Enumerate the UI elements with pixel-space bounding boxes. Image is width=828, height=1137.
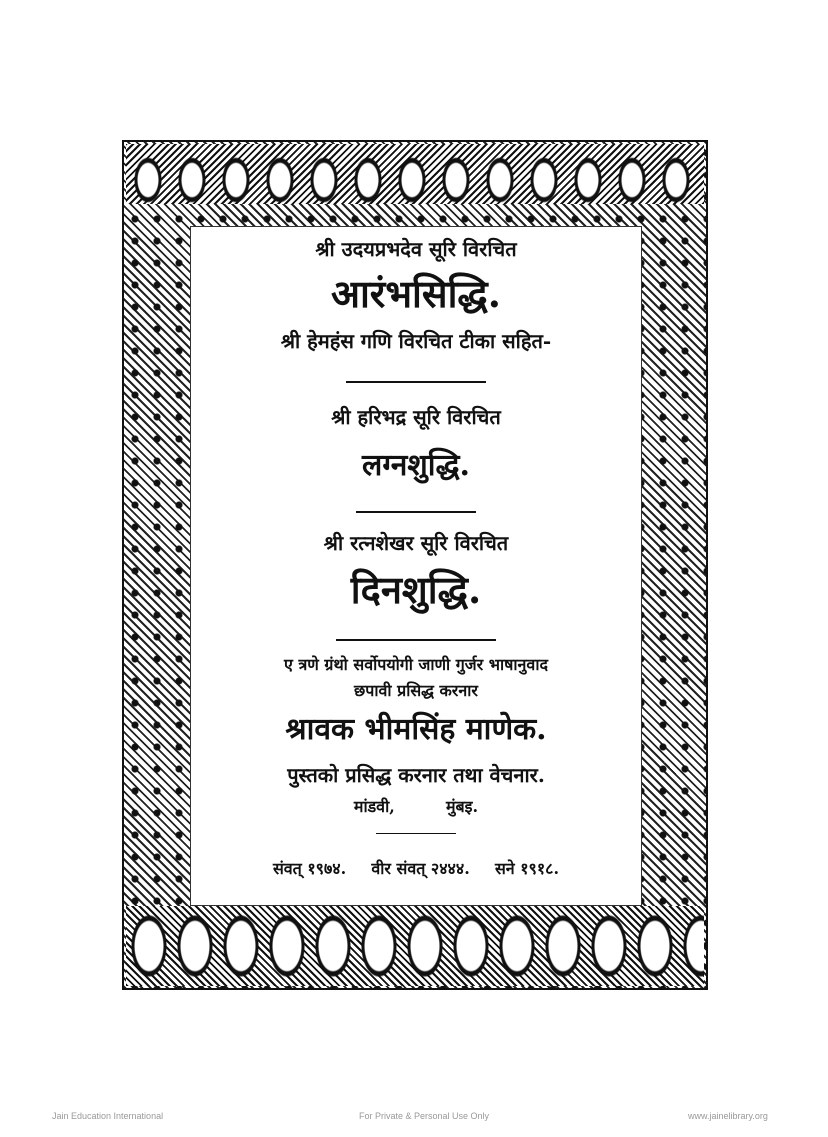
author-line-1: श्री उदयप्रभदेव सूरि विरचित [315,237,517,261]
vir-samvat-date: वीर संवत् २४४४. [371,859,470,878]
samvat-date: संवत् १९७४. [272,859,347,878]
place-line [191,795,641,817]
commentary-line: श्री हेमहंस गणि विरचित टीका सहित- [280,329,552,353]
place-mandvi: मांडवी, [353,797,395,816]
author-line-2: श्री हरिभद्र सूरि विरचित [331,405,501,429]
divider [336,639,496,641]
date-line [191,857,641,879]
divider [346,381,486,383]
publisher-role: पुस्तको प्रसिद्ध करनार तथा वेचनार. [287,763,545,787]
book-title-2: लग्नशुद्धि. [361,448,470,483]
ce-date: सने १९१८. [494,859,560,878]
divider [356,511,476,513]
footer-center: For Private & Personal Use Only [359,1111,490,1121]
publisher-name: श्रावक भीमसिंह माणेक. [285,712,547,747]
decorative-border [122,140,708,990]
author-line-3: श्री रत्नशेखर सूरि विरचित [323,531,509,555]
divider [376,833,456,834]
top-ornament-band [126,144,704,204]
footer-left: Jain Education International [52,1111,164,1121]
title-panel [190,226,642,906]
publication-note: छपावी प्रसिद्ध करनार [354,681,478,700]
footer-right: www.jainelibrary.org [688,1111,768,1121]
book-title-3: दिनशुद्धि. [350,567,482,612]
bottom-ornament-band [126,906,704,986]
place-mumbai: मुंबइ. [445,797,479,816]
translation-note: ए त्रणे ग्रंथो सर्वोपयोगी जाणी गुर्जर भाषानुवाद [284,655,548,674]
book-title-1: आरंभसिद्धि. [330,271,502,316]
